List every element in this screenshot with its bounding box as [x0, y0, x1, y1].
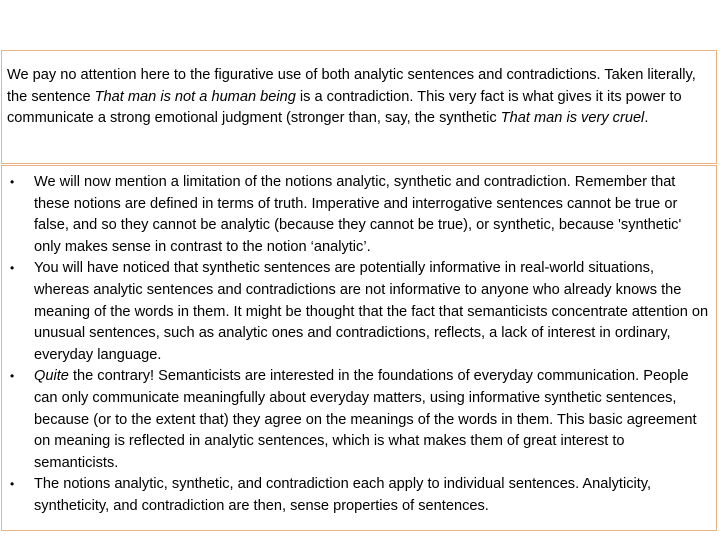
intro-text-2: is a contradiction. This very fact is what gives it its power to communicate a strong emotional judgment (stronger than, say, the synthetic [7, 88, 682, 126]
bullet-item-4 [0, 474, 712, 517]
bullet-item-1 [0, 172, 712, 258]
bullet-list [0, 172, 712, 518]
bullet-icon: • [10, 175, 15, 189]
intro-example-1: That man is not a human being [94, 88, 296, 105]
bullet-icon: • [10, 477, 15, 492]
bullet-item-3 [0, 366, 712, 474]
intro-example-2: That man is very cruel [500, 110, 645, 126]
bullet-icon: • [10, 369, 15, 384]
intro-text-3: . [644, 110, 649, 126]
bullet-emphasis: Quite [34, 368, 69, 385]
intro-text-1: We pay no attention here to the figurative use of both analytic sentences and contradictions. Taken literally, the sentence [7, 67, 696, 105]
intro-paragraph [7, 65, 713, 130]
bullet-text: You will have noticed that synthetic sentences are potentially informative in real-world situations, whereas analytic sentences and contradictions are not informative to anyone who already knows the meaning of the words in them. It might be thought that the fact that semanticists concentrate attention on unusual sentences, such as analytic ones and contradictions, reflects, a lack of interest in ordinary, everyday language. [34, 260, 709, 363]
bullet-item-2 [0, 258, 712, 366]
bullet-text: The notions analytic, synthetic, and contradiction each apply to individual sentences. Analyticity, syntheticity, and contradiction are then, sense properties of sentences. [34, 476, 652, 514]
bullet-text: We will now mention a limitation of the notions analytic, synthetic and contradiction. Remember that these notions are defined in terms of truth. Imperative and interrogative sentences cannot be true or false, and so they cannot be analytic (because they cannot be true), or synthetic, because 'synthetic' only makes sense in contrast to the notion ‘analytic’. [34, 174, 682, 255]
bullet-icon: • [10, 261, 15, 276]
bullet-text: the contrary! Semanticists are interested in the foundations of everyday communication. People can only communicate meaningfully about everyday matters, using informative synthetic sentences, because (or to the extent that) they agree on the meanings of the words in them. This basic agreement on meaning is reflected in analytic sentences, which is what makes them of great interest to semanticists. [34, 368, 697, 471]
